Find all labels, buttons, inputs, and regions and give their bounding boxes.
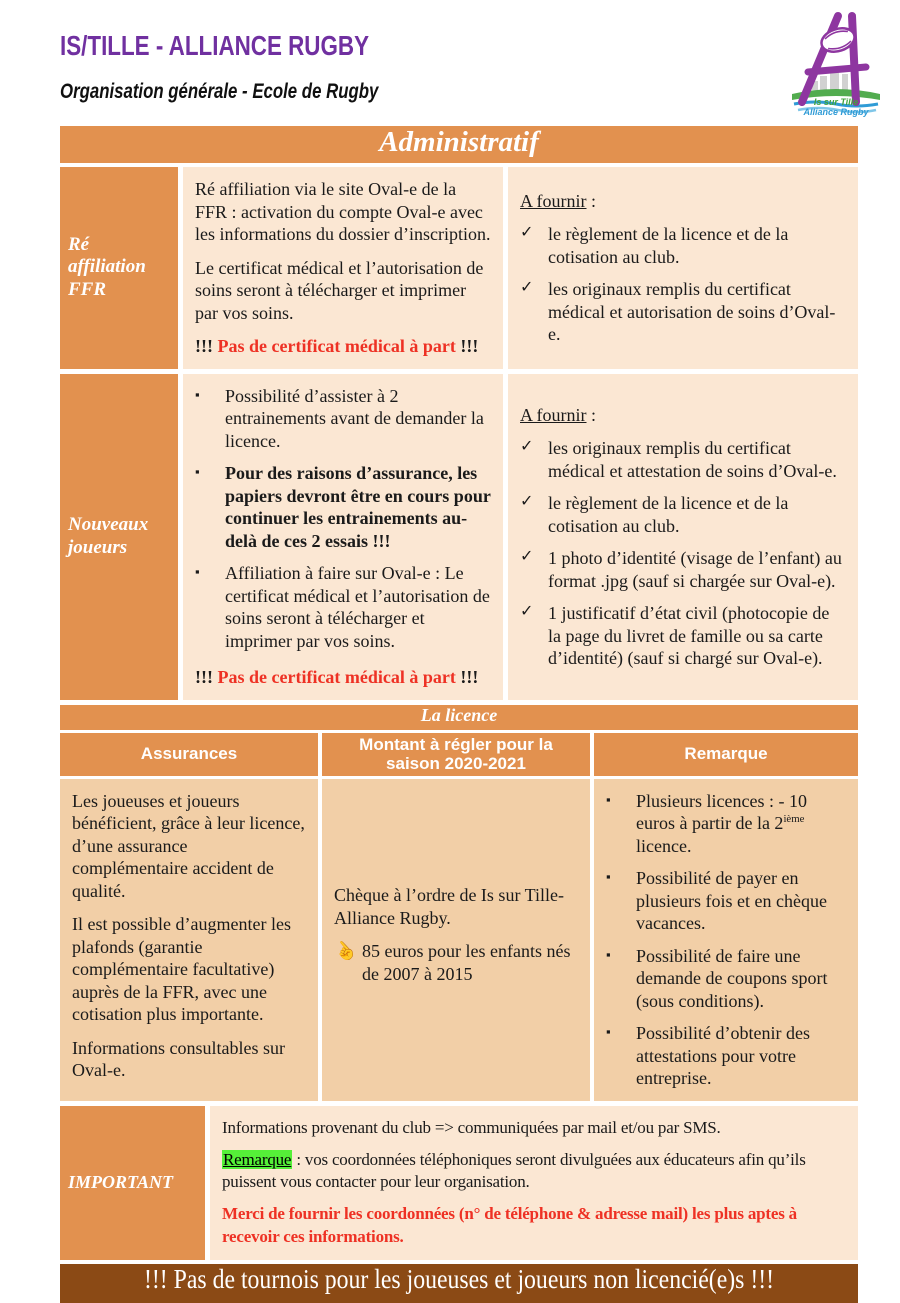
list-item [195,462,491,552]
list-item [606,790,846,858]
row-label-important [60,1106,205,1261]
list-item [520,602,846,670]
page-title-text: IS/TILLE - ALLIANCE RUGBY [60,30,370,61]
column-header-assurances [60,733,318,776]
list-item [606,945,846,1013]
warning-prefix: !!! [195,336,218,356]
list-item [195,385,491,453]
club-logo-caption-line2: Alliance Rugby [803,107,869,117]
list-item [520,223,846,268]
a-fournir-heading [520,404,846,427]
square-bullet-icon: ▪ [195,464,200,479]
paragraph: Les joueuses et joueurs bénéficient, grâce à leur licence, d’une assurance complémentaire accident de qualité. [72,790,305,901]
warning-text: Pas de certificat médical à part [217,336,456,356]
warning-suffix: !!! [455,667,479,687]
list-item [606,1022,846,1090]
list-item-text: Possibilité d’assister à 2 entrainements avant de demander la licence. [225,385,484,451]
medical-certificate-warning [195,335,491,358]
page-subtitle [60,62,858,104]
list-item-text: 1 photo d’identité (visage de l’enfant) au format .jpg (sauf si chargée sur Oval-e). [548,548,842,591]
pointing-hand-icon: ☝ [330,936,361,967]
section-banner-administratif [60,126,858,163]
list-item [330,936,578,985]
check-icon: ✓ [520,438,534,455]
list-item [520,437,846,482]
document-header [60,0,869,126]
paragraph: Chèque à l’ordre de Is sur Tille-Alliance Rugby. [334,885,564,928]
ordinal-superscript: ième [783,813,805,826]
list-item [520,492,846,537]
section-banner-la-licence-text: La licence [420,704,498,725]
list-item [195,562,491,652]
list-item [520,278,846,346]
square-bullet-icon: ▪ [606,1024,611,1040]
a-fournir-label: A fournir [520,190,587,211]
square-bullet-icon: ▪ [195,386,200,402]
list-item [606,867,846,935]
list-item-text: le règlement de la licence et de la cotisation au club. [548,224,789,267]
list-item-text: les originaux remplis du certificat médical et autorisation de soins d’Oval-e. [548,279,836,345]
list-item-text: Possibilité de payer en plusieurs fois et en chèque vacances. [636,868,827,934]
square-bullet-icon: ▪ [195,564,200,579]
paragraph: Informations consultables sur Oval-e. [72,1037,285,1081]
list-item-text: le règlement de la licence et de la cotisation au club. [548,493,789,536]
list-item-text: Pour des raisons d’assurance, les papiers devront être en cours pour continuer les entrainements au-delà de ces 2 essais !!! [225,463,491,551]
list-item-text: 85 euros pour les enfants nés de 2007 à 2015 [362,941,571,984]
section-banner-administratif-text: Administratif [379,126,539,158]
square-bullet-icon: ▪ [606,946,611,962]
column-header-text: Assurances [140,744,238,764]
row-label-text: Nouveaux joueurs [68,513,149,558]
cell-nouveaux-joueurs-details [183,374,503,700]
footer-banner-text: !!! Pas de tournois pour les joueuses et joueurs non licencié(e)s !!! [143,1264,775,1295]
paragraph: Informations provenant du club => communiquées par mail et/ou par SMS. [222,1117,721,1137]
paragraph-remarque [222,1149,846,1195]
list-item-text: Plusieurs licences : - 10 euros à partir de la 2ième licence. [636,790,807,856]
cell-assurances [60,779,318,1101]
a-fournir-colon: : [591,404,597,425]
column-header-text: Remarque [684,744,768,764]
warning-suffix: !!! [455,336,479,356]
cell-reaffiliation-a-fournir [508,167,858,369]
check-icon: ✓ [520,493,534,510]
list-item-text: Affiliation à faire sur Oval-e : Le certificat médical et l’autorisation de soins seront à télécharger et imprimer par vos soins. [225,563,490,651]
club-logo [786,10,886,118]
column-header-remarque [594,733,858,776]
table-row-reaffiliation [60,167,858,369]
warning-text: Pas de certificat médical à part [217,667,456,687]
row-label-nouveaux-joueurs [60,374,178,700]
licence-content-row [60,779,858,1101]
check-icon: ✓ [520,224,534,242]
cell-remarque [594,779,858,1101]
table-row-important [60,1106,858,1261]
square-bullet-icon: ▪ [606,869,611,885]
paragraph: Ré affiliation via le site Oval-e de la FFR : activation du compte Oval-e avec les informations du dossier d’inscription. [195,179,491,244]
row-label-text: IMPORTANT [68,1172,174,1193]
warning-prefix: !!! [195,667,218,687]
contact-details-warning: Merci de fournir les coordonnées (n° de téléphone & adresse mail) les plus aptes à recevoir ces informations. [222,1204,797,1247]
list-item-text: 1 justificatif d’état civil (photocopie de la page du livret de famille ou sa carte d’identité) (sauf si chargé sur Oval-e). [548,603,830,668]
club-logo-caption-line1: Is sur Tille [813,97,859,107]
page-subtitle-text: Organisation générale - Ecole de Rugby [60,80,379,103]
list-item-text: les originaux remplis du certificat médical et attestation de soins d’Oval-e. [548,438,837,481]
medical-certificate-warning [195,666,491,689]
a-fournir-label: A fournir [520,404,587,425]
column-header-text: Montant à régler pour la saison 2020-2021 [359,734,553,774]
paragraph: Le certificat médical et l’autorisation de soins seront à télécharger et imprimer par vos soins. [195,257,484,323]
list-item-text: Possibilité d’obtenir des attestations pour votre entreprise. [636,1023,810,1089]
table-row-nouveaux-joueurs [60,374,858,700]
cell-nouveaux-joueurs-a-fournir [508,374,858,700]
remarque-text: : vos coordonnées téléphoniques seront divulguées aux éducateurs afin qu’ils puissent vous contacter pour leur organisation. [222,1149,806,1192]
cell-montant [322,779,590,1101]
square-bullet-icon: ▪ [606,791,611,807]
list-item [520,547,846,592]
a-fournir-colon: : [591,190,597,211]
cell-reaffiliation-details [183,167,503,369]
check-icon: ✓ [520,279,534,297]
check-icon: ✓ [520,603,534,620]
section-banner-la-licence [60,705,858,730]
page-title [60,0,858,62]
list-item-text: Possibilité de faire une demande de coupons sport (sous conditions). [636,945,828,1011]
footer-banner-no-tournaments [60,1264,858,1303]
row-label-reaffiliation-ffr [60,167,178,369]
row-label-text: Ré affiliation FFR [68,233,146,301]
a-fournir-heading [520,190,846,213]
column-header-montant [322,733,590,776]
licence-header-row [60,733,858,776]
remarque-highlight: Remarque [223,1149,292,1169]
paragraph: Il est possible d’augmenter les plafonds (garantie complémentaire facultative) auprès de la FFR, avec une cotisation plus importante. [72,914,291,1025]
document-page [60,0,869,1303]
cell-important-details [210,1106,858,1261]
check-icon: ✓ [520,548,534,565]
